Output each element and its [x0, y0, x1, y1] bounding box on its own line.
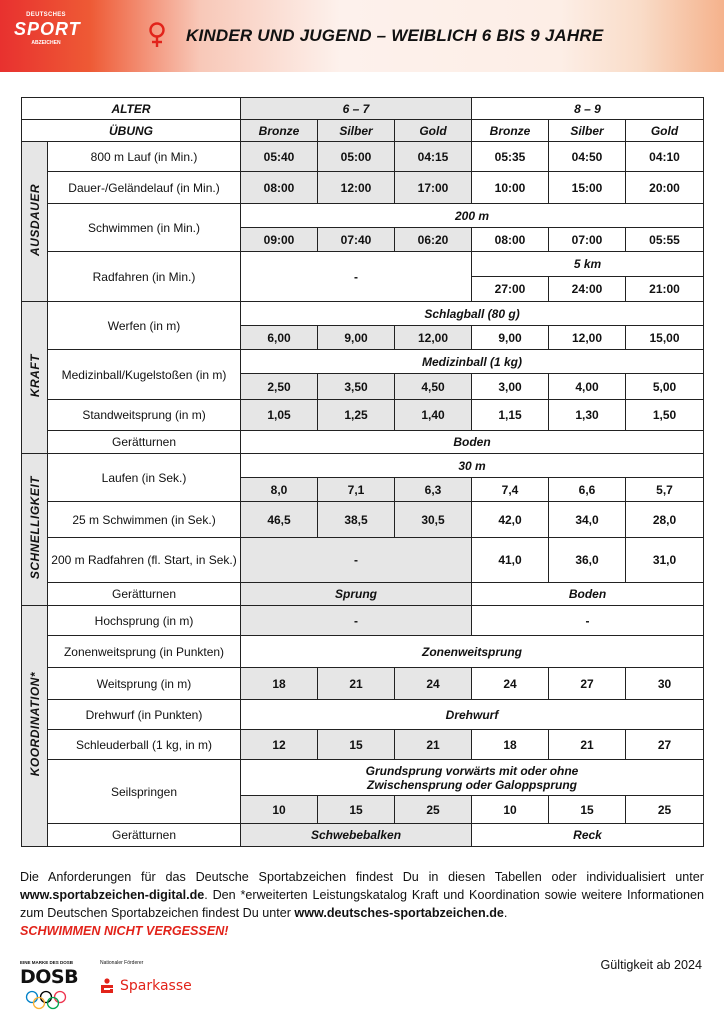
value-cell: 18: [241, 668, 318, 700]
value-cell: 09:00: [241, 228, 318, 252]
value-cell: 07:40: [318, 228, 395, 252]
exercise-label: Medizinball/Kugelstoßen (in m): [48, 350, 241, 400]
deutsches-sportabzeichen-link[interactable]: www.deutsches-sportabzeichen.de: [294, 906, 504, 920]
value-cell: 04:10: [626, 142, 704, 172]
exercise-label: Zonenweitsprung (in Punkten): [48, 636, 241, 668]
exercise-label: Drehwurf (in Punkten): [48, 700, 241, 730]
value-cell: 46,5: [241, 502, 318, 538]
value-cell: 12:00: [318, 172, 395, 204]
value-cell: 12,00: [395, 326, 472, 350]
value-cell: 10:00: [472, 172, 549, 204]
value-cell: 1,25: [318, 400, 395, 431]
discipline-note: Reck: [472, 824, 704, 847]
discipline-note: Schwebebalken: [241, 824, 472, 847]
value-cell: 04:50: [549, 142, 626, 172]
medal-header: Bronze: [472, 120, 549, 142]
value-cell: 4,50: [395, 374, 472, 400]
value-cell: 2,50: [241, 374, 318, 400]
value-cell: 5,00: [626, 374, 704, 400]
value-cell: 20:00: [626, 172, 704, 204]
olympic-rings-icon: [24, 990, 68, 1010]
value-cell: 15,00: [626, 326, 704, 350]
not-applicable-dash: -: [472, 606, 704, 636]
medal-header: Gold: [395, 120, 472, 142]
exercise-label: Werfen (in m): [48, 302, 241, 350]
value-cell: 05:55: [626, 228, 704, 252]
discipline-note: 30 m: [241, 454, 704, 478]
sponsor-tagline: Nationaler Förderer: [100, 960, 144, 966]
value-cell: 21: [318, 668, 395, 700]
logo-line2: SPORT: [14, 19, 81, 39]
value-cell: 36,0: [549, 538, 626, 583]
exercise-label: Laufen (in Sek.): [48, 454, 241, 502]
swim-reminder: SCHWIMMEN NICHT VERGESSEN!: [20, 924, 229, 938]
value-cell: 21: [395, 730, 472, 760]
value-cell: 18: [472, 730, 549, 760]
value-cell: 41,0: [472, 538, 549, 583]
exercise-label: Standweitsprung (in m): [48, 400, 241, 431]
value-cell: 1,40: [395, 400, 472, 431]
category-label: SCHNELLIGKEIT: [27, 476, 42, 580]
validity-text: Gültigkeit ab 2024: [600, 958, 702, 972]
value-cell: 10: [241, 796, 318, 824]
value-cell: 3,50: [318, 374, 395, 400]
exercise-label: 25 m Schwimmen (in Sek.): [48, 502, 241, 538]
value-cell: 12: [241, 730, 318, 760]
header-uebung: ÜBUNG: [22, 120, 241, 142]
value-cell: 24:00: [549, 277, 626, 302]
discipline-note: Schlagball (80 g): [241, 302, 704, 326]
exercise-label: Gerätturnen: [48, 431, 241, 454]
page-title: KINDER UND JUGEND – WEIBLICH 6 BIS 9 JAHRE: [186, 26, 604, 45]
exercise-label: Schwimmen (in Min.): [48, 204, 241, 252]
medal-header: Silber: [318, 120, 395, 142]
dosb-logo: DOSB: [20, 966, 79, 988]
sparkasse-icon: [100, 978, 114, 996]
logo-line1: DEUTSCHES: [26, 12, 66, 18]
category-kraft: [22, 302, 48, 454]
value-cell: 27: [549, 668, 626, 700]
value-cell: 25: [395, 796, 472, 824]
not-applicable-dash: -: [241, 252, 472, 302]
value-cell: 07:00: [549, 228, 626, 252]
category-label: KRAFT: [27, 354, 42, 398]
value-cell: 27: [626, 730, 704, 760]
value-cell: 5,7: [626, 478, 704, 502]
exercise-label: Gerätturnen: [48, 583, 241, 606]
discipline-note: Grundsprung vorwärts mit oder ohne Zwischensprung oder Galoppsprung: [241, 760, 704, 796]
header-age-6-7: 6 – 7: [241, 98, 472, 120]
value-cell: 05:40: [241, 142, 318, 172]
value-cell: 6,6: [549, 478, 626, 502]
footer-text-part: Die Anforderungen für das Deutsche Sportabzeichen findest Du in diesen Tabellen oder individualisiert unter: [20, 870, 704, 884]
discipline-note: Drehwurf: [241, 700, 704, 730]
value-cell: 12,00: [549, 326, 626, 350]
value-cell: 6,00: [241, 326, 318, 350]
value-cell: 7,1: [318, 478, 395, 502]
value-cell: 9,00: [472, 326, 549, 350]
footer-text: [20, 868, 704, 940]
value-cell: 30: [626, 668, 704, 700]
female-icon: [145, 22, 169, 48]
value-cell: 1,05: [241, 400, 318, 431]
category-schnelligkeit: [22, 454, 48, 606]
header-age-8-9: 8 – 9: [472, 98, 704, 120]
value-cell: 15:00: [549, 172, 626, 204]
requirements-table: [21, 97, 704, 847]
discipline-note: Boden: [241, 431, 704, 454]
exercise-label: Weitsprung (in m): [48, 668, 241, 700]
value-cell: 17:00: [395, 172, 472, 204]
exercise-label: Dauer-/Geländelauf (in Min.): [48, 172, 241, 204]
value-cell: 08:00: [241, 172, 318, 204]
value-cell: 28,0: [626, 502, 704, 538]
category-label: KOORDINATION*: [27, 672, 42, 777]
header-banner: [0, 0, 724, 72]
exercise-label: Hochsprung (in m): [48, 606, 241, 636]
value-cell: 08:00: [472, 228, 549, 252]
not-applicable-dash: -: [241, 538, 472, 583]
value-cell: 1,15: [472, 400, 549, 431]
footer-text-part: . Den *erweiterten Leistungskatalog Kraft und Koordination sowie weitere Informationen zum Deutschen Sportabzeichen findest Du unter: [20, 888, 704, 920]
value-cell: 1,50: [626, 400, 704, 431]
value-cell: 42,0: [472, 502, 549, 538]
value-cell: 05:00: [318, 142, 395, 172]
category-ausdauer: [22, 142, 48, 302]
value-cell: 8,0: [241, 478, 318, 502]
exercise-label: Gerätturnen: [48, 824, 241, 847]
value-cell: 24: [395, 668, 472, 700]
value-cell: 15: [318, 796, 395, 824]
value-cell: 7,4: [472, 478, 549, 502]
category-label: AUSDAUER: [27, 183, 42, 256]
value-cell: 27:00: [472, 277, 549, 302]
value-cell: 31,0: [626, 538, 704, 583]
value-cell: 04:15: [395, 142, 472, 172]
header-alter: ALTER: [22, 98, 241, 120]
exercise-label: Seilspringen: [48, 760, 241, 824]
exercise-label: 200 m Radfahren (fl. Start, in Sek.): [48, 538, 241, 583]
value-cell: 6,3: [395, 478, 472, 502]
value-cell: 21: [549, 730, 626, 760]
discipline-note: 200 m: [241, 204, 704, 228]
value-cell: 34,0: [549, 502, 626, 538]
not-applicable-dash: -: [241, 606, 472, 636]
medal-header: Gold: [626, 120, 704, 142]
category-koordination: [22, 606, 48, 847]
medal-header: Silber: [549, 120, 626, 142]
value-cell: 4,00: [549, 374, 626, 400]
value-cell: 05:35: [472, 142, 549, 172]
discipline-note: Sprung: [241, 583, 472, 606]
value-cell: 30,5: [395, 502, 472, 538]
discipline-note: Boden: [472, 583, 704, 606]
discipline-note: Medizinball (1 kg): [241, 350, 704, 374]
value-cell: 10: [472, 796, 549, 824]
value-cell: 15: [549, 796, 626, 824]
sparkasse-logo: Sparkasse: [120, 978, 192, 994]
exercise-label: Radfahren (in Min.): [48, 252, 241, 302]
value-cell: 21:00: [626, 277, 704, 302]
value-cell: 24: [472, 668, 549, 700]
exercise-label: 800 m Lauf (in Min.): [48, 142, 241, 172]
logo-line3: ABZEICHEN: [31, 40, 61, 46]
sportabzeichen-digital-link[interactable]: www.sportabzeichen-digital.de: [20, 888, 205, 902]
value-cell: 06:20: [395, 228, 472, 252]
value-cell: 9,00: [318, 326, 395, 350]
value-cell: 3,00: [472, 374, 549, 400]
medal-header: Bronze: [241, 120, 318, 142]
discipline-note: 5 km: [472, 252, 704, 277]
discipline-note: Zonenweitsprung: [241, 636, 704, 668]
value-cell: 25: [626, 796, 704, 824]
dosb-tagline: EINE MARKE DES DOSB: [20, 960, 74, 965]
exercise-label: Schleuderball (1 kg, in m): [48, 730, 241, 760]
value-cell: 38,5: [318, 502, 395, 538]
value-cell: 15: [318, 730, 395, 760]
footer-text-part: .: [503, 906, 508, 920]
value-cell: 1,30: [549, 400, 626, 431]
sportabzeichen-logo: [14, 8, 81, 66]
